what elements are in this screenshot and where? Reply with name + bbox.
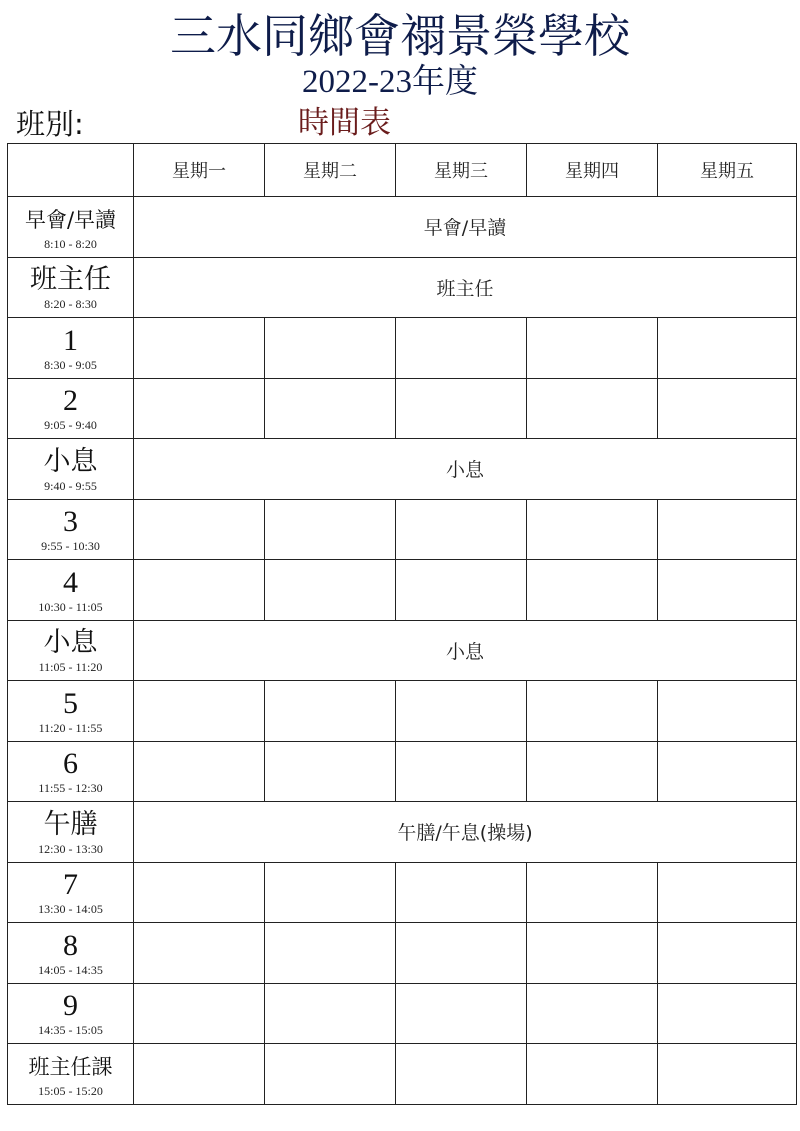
day-header-fri: 星期五 [658,144,797,197]
period-time: 10:30 - 11:05 [38,599,103,614]
lesson-cell[interactable] [396,862,527,923]
period-label-cell [8,560,134,621]
period-label-cell [8,378,134,439]
period-time: 13:30 - 14:05 [38,902,103,917]
merged-activity-cell: 早會/早讀 [134,197,797,258]
lesson-cell[interactable] [527,983,658,1044]
lesson-cell[interactable] [134,681,265,742]
period-label-cell [8,862,134,923]
period-time: 9:55 - 10:30 [41,539,100,554]
lesson-cell[interactable] [396,378,527,439]
period-name: 早會/早讀 [24,207,117,232]
period-row [8,681,797,742]
lesson-cell[interactable] [396,499,527,560]
class-label: 班別: [16,107,84,141]
lesson-cell[interactable] [134,1044,265,1105]
period-row [8,923,797,984]
lesson-cell[interactable] [134,560,265,621]
lesson-cell[interactable] [265,983,396,1044]
day-header-thu: 星期四 [527,144,658,197]
lesson-cell[interactable] [527,681,658,742]
merged-activity-cell: 午膳/午息(操場) [134,802,797,863]
period-name: 小息 [43,627,98,659]
lesson-cell[interactable] [396,923,527,984]
period-time: 12:30 - 13:30 [38,841,103,856]
lesson-cell[interactable] [658,318,797,379]
period-label-cell [8,681,134,742]
period-name: 8 [63,928,78,962]
period-label-cell [8,257,134,318]
period-row [8,378,797,439]
period-time: 11:05 - 11:20 [38,660,103,675]
lesson-cell[interactable] [658,862,797,923]
lesson-cell[interactable] [527,560,658,621]
period-label-cell [8,923,134,984]
lesson-cell[interactable] [527,862,658,923]
period-name: 班主任 [30,264,111,296]
lesson-cell[interactable] [134,983,265,1044]
period-time: 14:05 - 14:35 [38,962,103,977]
period-name: 5 [63,686,78,720]
timetable [7,143,797,1105]
lesson-cell[interactable] [396,318,527,379]
lesson-cell[interactable] [265,681,396,742]
period-row [8,560,797,621]
period-name: 6 [63,747,78,781]
lesson-cell[interactable] [658,499,797,560]
lesson-cell[interactable] [265,378,396,439]
period-label-cell [8,499,134,560]
timetable-title: 時間表 [298,105,391,141]
period-row [8,197,797,258]
lesson-cell[interactable] [658,923,797,984]
lesson-cell[interactable] [658,1044,797,1105]
merged-activity-cell: 小息 [134,620,797,681]
lesson-cell[interactable] [134,923,265,984]
lesson-cell[interactable] [134,378,265,439]
period-row [8,620,797,681]
lesson-cell[interactable] [265,862,396,923]
lesson-cell[interactable] [265,560,396,621]
lesson-cell[interactable] [527,318,658,379]
lesson-cell[interactable] [527,499,658,560]
period-time: 11:55 - 12:30 [38,781,103,796]
lesson-cell[interactable] [527,741,658,802]
day-header-wed: 星期三 [396,144,527,197]
period-name: 1 [63,323,78,357]
lesson-cell[interactable] [396,560,527,621]
corner-cell [8,144,134,197]
period-label-cell [8,620,134,681]
period-label-cell [8,741,134,802]
period-row [8,257,797,318]
period-time: 9:05 - 9:40 [44,418,97,433]
period-label-cell [8,439,134,500]
period-label-cell [8,197,134,258]
period-name: 3 [63,505,78,539]
lesson-cell[interactable] [396,983,527,1044]
period-row [8,802,797,863]
lesson-cell[interactable] [265,499,396,560]
period-row [8,439,797,500]
period-name: 午膳 [43,808,98,840]
period-row [8,1044,797,1105]
lesson-cell[interactable] [658,983,797,1044]
period-row [8,862,797,923]
lesson-cell[interactable] [134,318,265,379]
lesson-cell[interactable] [396,1044,527,1105]
period-name: 7 [63,868,78,902]
day-header-row [8,144,797,197]
period-time: 9:40 - 9:55 [44,478,97,493]
school-year: 2022-23年度 [302,64,478,100]
lesson-cell[interactable] [265,741,396,802]
period-label-cell [8,1044,134,1105]
period-name: 2 [63,384,78,418]
period-name: 班主任課 [28,1054,113,1079]
lesson-cell[interactable] [527,378,658,439]
period-name: 小息 [43,445,98,477]
lesson-cell[interactable] [527,923,658,984]
lesson-cell[interactable] [265,1044,396,1105]
day-header-tue: 星期二 [265,144,396,197]
lesson-cell[interactable] [134,741,265,802]
lesson-cell[interactable] [658,681,797,742]
period-row [8,318,797,379]
period-time: 8:10 - 8:20 [44,236,97,251]
lesson-cell[interactable] [658,378,797,439]
period-label-cell [8,802,134,863]
period-time: 8:30 - 9:05 [44,357,97,372]
period-name: 4 [63,565,78,599]
period-row [8,983,797,1044]
lesson-cell[interactable] [658,560,797,621]
period-row [8,499,797,560]
lesson-cell[interactable] [527,1044,658,1105]
period-name: 9 [63,989,78,1023]
merged-activity-cell: 班主任 [134,257,797,318]
lesson-cell[interactable] [134,862,265,923]
school-name: 三水同鄉會禤景榮學校 [170,9,630,63]
lesson-cell[interactable] [658,741,797,802]
lesson-cell[interactable] [265,923,396,984]
lesson-cell[interactable] [396,741,527,802]
period-time: 15:05 - 15:20 [38,1083,103,1098]
lesson-cell[interactable] [134,499,265,560]
merged-activity-cell: 小息 [134,439,797,500]
period-row [8,741,797,802]
period-label-cell [8,318,134,379]
day-header-mon: 星期一 [134,144,265,197]
lesson-cell[interactable] [265,318,396,379]
period-time: 14:35 - 15:05 [38,1023,103,1038]
period-label-cell [8,983,134,1044]
lesson-cell[interactable] [396,681,527,742]
period-time: 11:20 - 11:55 [38,720,103,735]
period-time: 8:20 - 8:30 [44,297,97,312]
